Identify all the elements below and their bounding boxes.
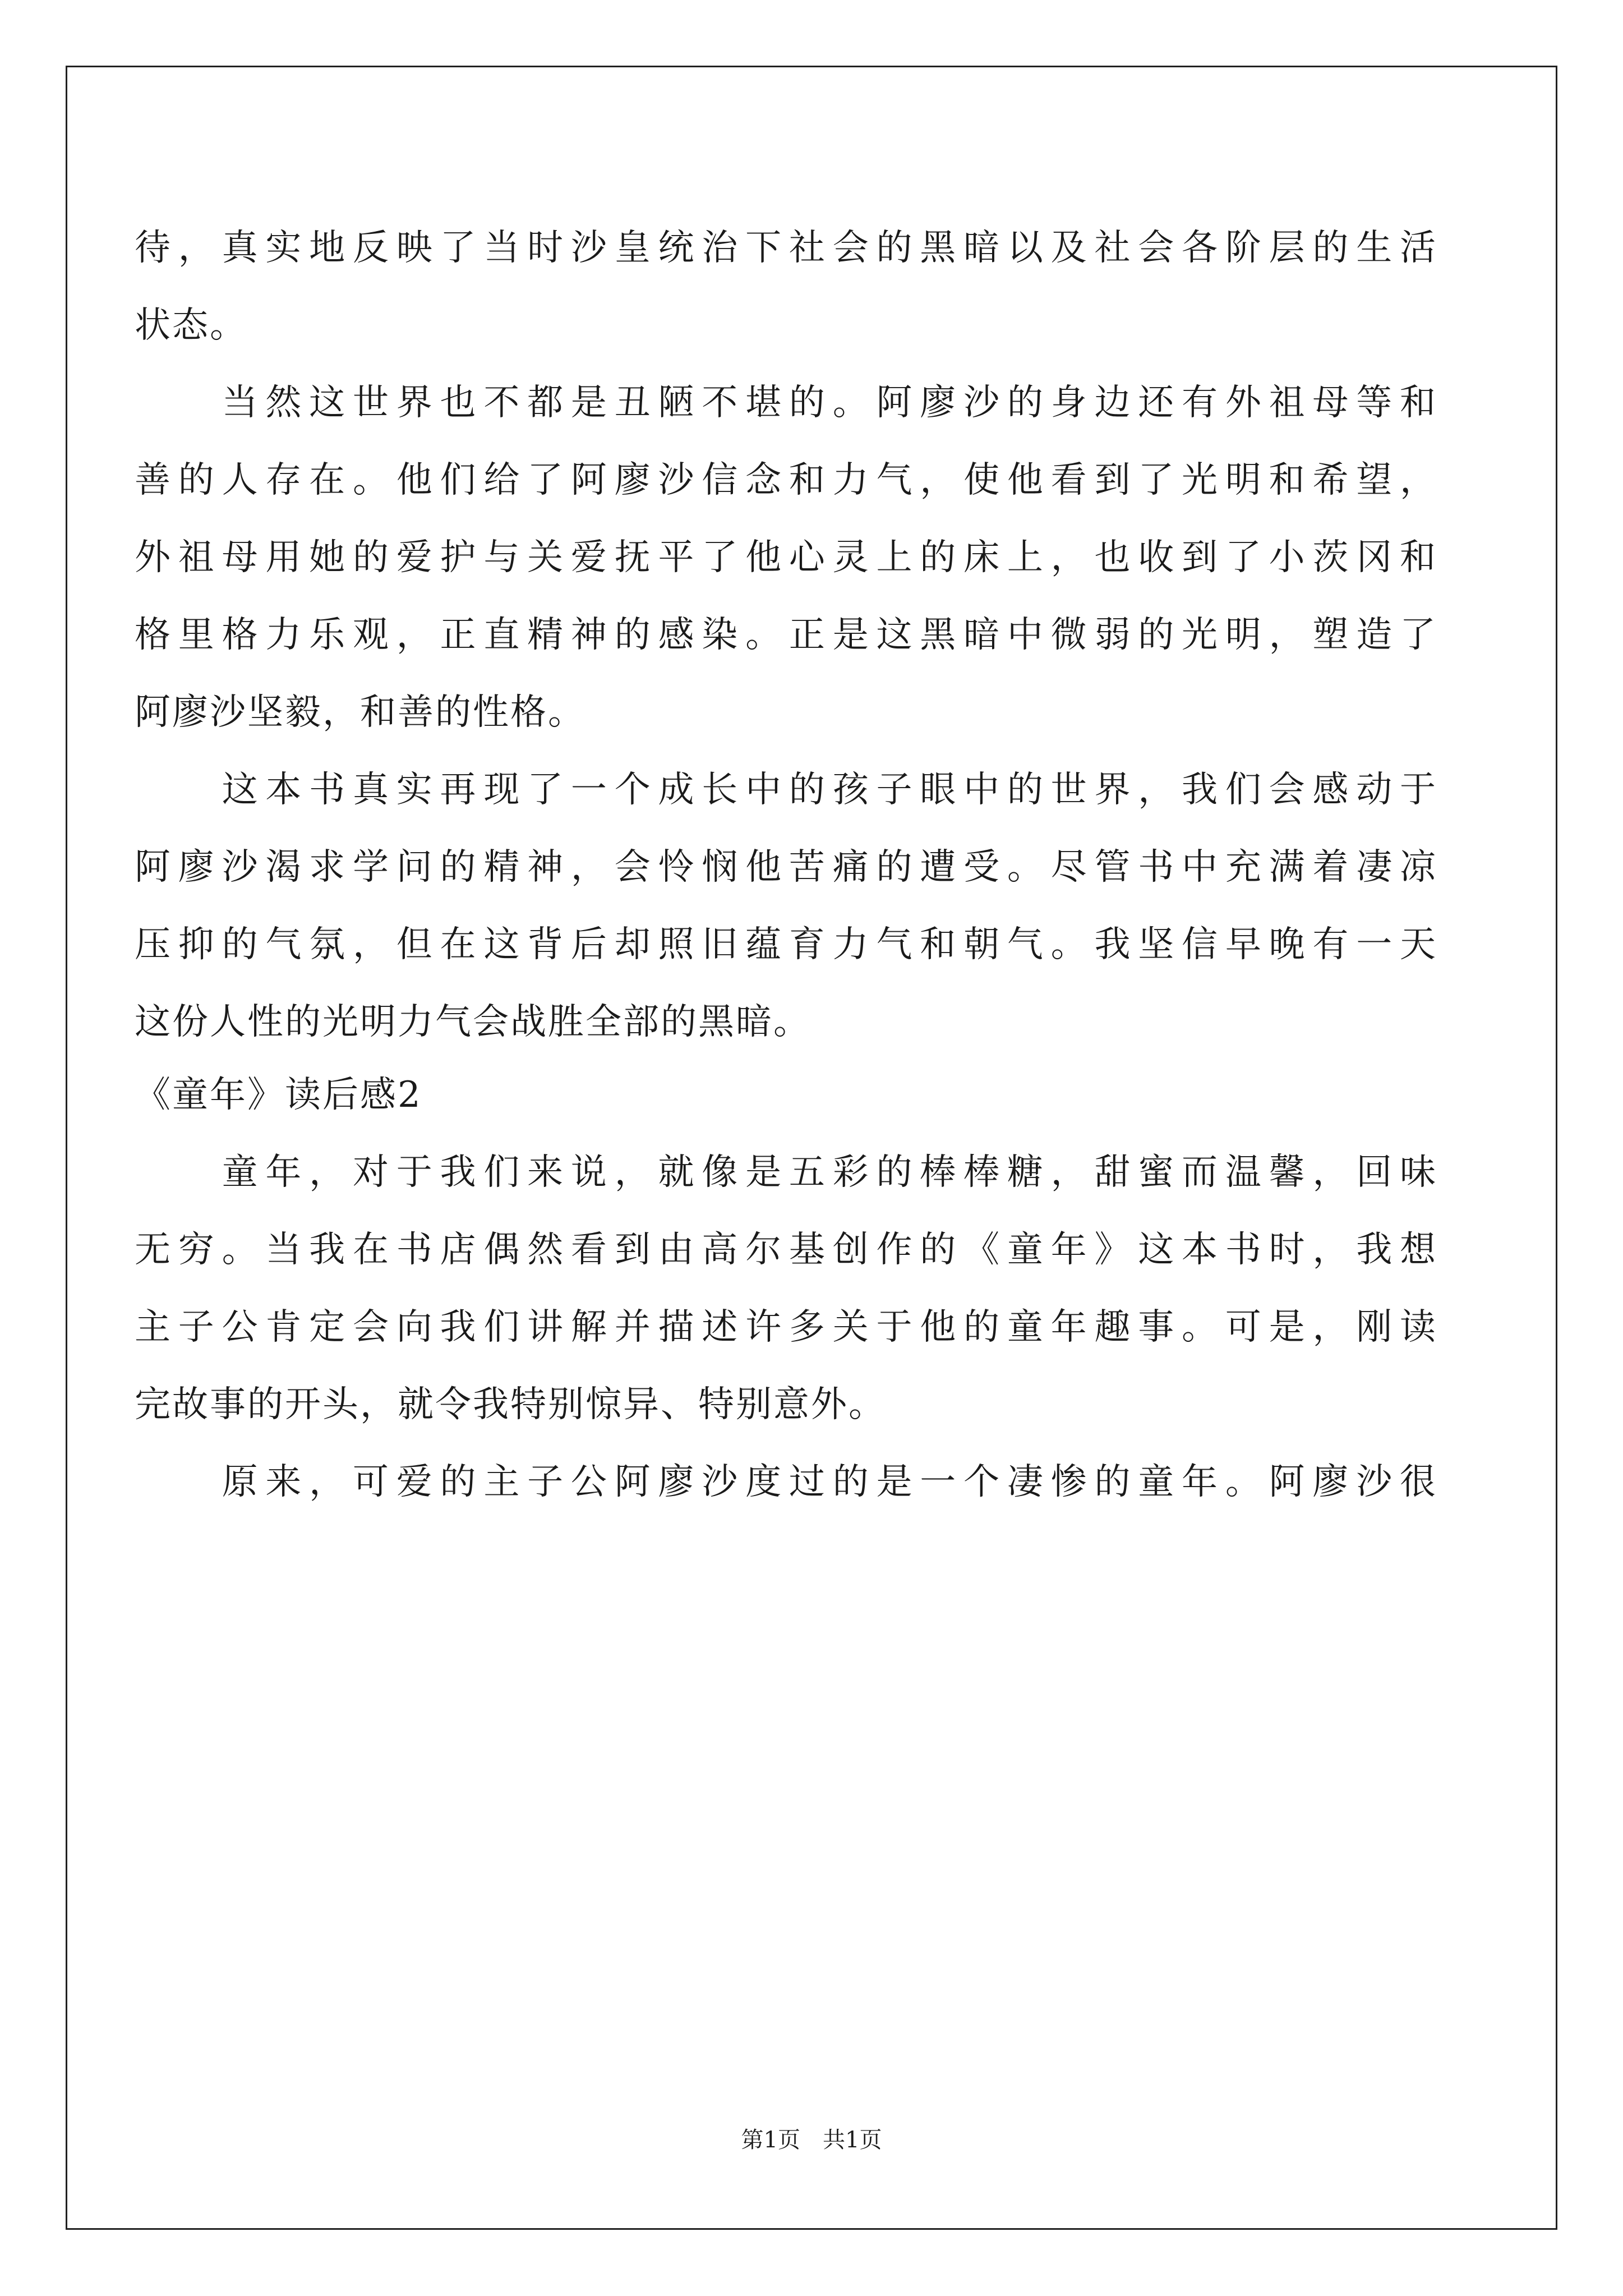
text-line: 这本书真实再现了一个成长中的孩子眼中的世界，我们会感动于 <box>135 769 1436 811</box>
text-line: 童年，对于我们来说，就像是五彩的棒棒糖，甜蜜而温馨，回味 <box>135 1152 1436 1193</box>
text-line: 格里格力乐观，正直精神的感染。正是这黑暗中微弱的光明，塑造了 <box>135 614 1436 656</box>
text-line: 状态。 <box>135 305 247 346</box>
text-line: 主子公肯定会向我们讲解并描述许多关于他的童年趣事。可是，刚读 <box>135 1306 1436 1348</box>
text-line: 阿廖沙渴求学问的精神，会怜悯他苦痛的遭受。尽管书中充满着凄凉 <box>135 846 1436 888</box>
text-line: 外祖母用她的爱护与关爱抚平了他心灵上的床上，也收到了小茨冈和 <box>135 537 1436 578</box>
section-heading: 《童年》读后感2 <box>135 1074 422 1116</box>
text-line: 这份人性的光明力气会战胜全部的黑暗。 <box>135 1001 811 1043</box>
text-line: 无穷。当我在书店偶然看到由高尔基创作的《童年》这本书时，我想 <box>135 1229 1436 1271</box>
text-line: 阿廖沙坚毅，和善的性格。 <box>135 692 585 733</box>
text-line: 当然这世界也不都是丑陋不堪的。阿廖沙的身边还有外祖母等和 <box>135 382 1436 424</box>
page-number: 第1页 共1页 <box>741 2127 882 2153</box>
text-line: 善的人存在。他们给了阿廖沙信念和力气，使他看到了光明和希望， <box>135 459 1436 501</box>
text-line: 待，真实地反映了当时沙皇统治下社会的黑暗以及社会各阶层的生活 <box>135 227 1436 269</box>
text-line: 原来，可爱的主子公阿廖沙度过的是一个凄惨的童年。阿廖沙很 <box>135 1461 1436 1503</box>
text-line: 压抑的气氛，但在这背后却照旧蕴育力气和朝气。我坚信早晚有一天 <box>135 924 1436 965</box>
text-line: 完故事的开头，就令我特别惊异、特别意外。 <box>135 1384 886 1425</box>
